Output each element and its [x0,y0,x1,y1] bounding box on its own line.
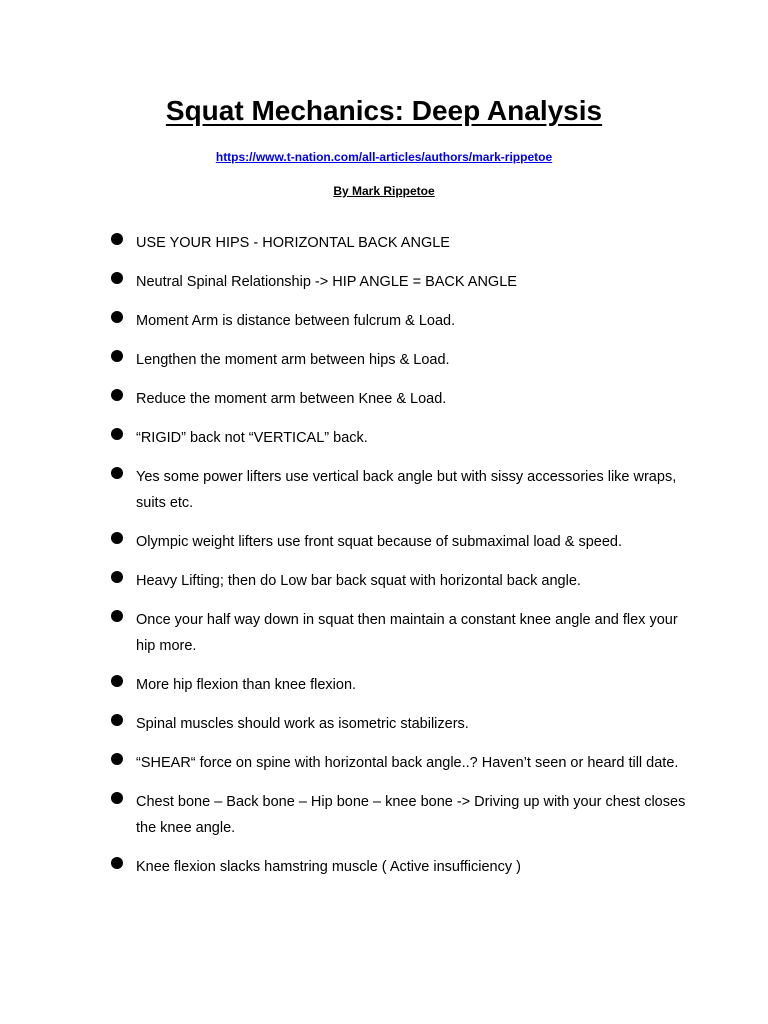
bullet-icon [111,428,123,440]
list-item [108,308,698,334]
list-item [108,854,698,880]
list-item-text: More hip flexion than knee flexion. [136,677,357,693]
list-item-text: Once your half way down in squat then maintain a constant knee angle and flex your hip more. [136,612,678,654]
list-item-text: “RIGID” back not “VERTICAL” back. [136,430,368,446]
list-item [108,529,698,555]
list-item [108,425,698,451]
list-item [108,386,698,412]
bullet-icon [111,610,123,622]
list-item-text: USE YOUR HIPS - HORIZONTAL BACK ANGLE [136,235,450,251]
bullet-icon [111,272,123,284]
list-item [108,347,698,373]
bullet-icon [111,467,123,479]
bullet-icon [111,792,123,804]
list-item [108,230,698,256]
list-item-text: “SHEAR“ force on spine with horizontal back angle..? Haven’t seen or heard till date. [136,755,679,771]
bullet-icon [111,675,123,687]
list-item [108,607,698,659]
list-item-text: Neutral Spinal Relationship -> HIP ANGLE = BACK ANGLE [136,274,517,290]
list-item [108,672,698,698]
author-byline: By Mark Rippetoe [333,184,435,198]
list-item [108,789,698,841]
bullet-icon [111,714,123,726]
list-item-text: Olympic weight lifters use front squat because of submaximal load & speed. [136,534,622,550]
list-item [108,269,698,295]
bullet-icon [111,753,123,765]
bullet-icon [111,311,123,323]
bullet-icon [111,571,123,583]
list-item-text: Spinal muscles should work as isometric stabilizers. [136,716,469,732]
bullet-icon [111,350,123,362]
list-item [108,711,698,737]
list-item-text: Heavy Lifting; then do Low bar back squat with horizontal back angle. [136,573,581,589]
list-item [108,750,698,776]
list-item-text: Moment Arm is distance between fulcrum & Load. [136,313,456,329]
bullet-icon [111,233,123,245]
bullet-list [108,230,698,893]
list-item-text: Knee flexion slacks hamstring muscle ( Active insufficiency ) [136,859,521,875]
list-item-text: Yes some power lifters use vertical back angle but with sissy accessories like wraps, suits etc. [136,469,677,511]
bullet-icon [111,389,123,401]
list-item [108,464,698,516]
bullet-icon [111,532,123,544]
source-link[interactable]: https://www.t-nation.com/all-articles/authors/mark-rippetoe [215,150,553,164]
page-title: Squat Mechanics: Deep Analysis [165,95,603,126]
list-item [108,568,698,594]
list-item-text: Reduce the moment arm between Knee & Load. [136,391,447,407]
list-item-text: Lengthen the moment arm between hips & Load. [136,352,450,368]
bullet-icon [111,857,123,869]
list-item-text: Chest bone – Back bone – Hip bone – knee bone -> Driving up with your chest closes the knee angle. [136,794,686,836]
